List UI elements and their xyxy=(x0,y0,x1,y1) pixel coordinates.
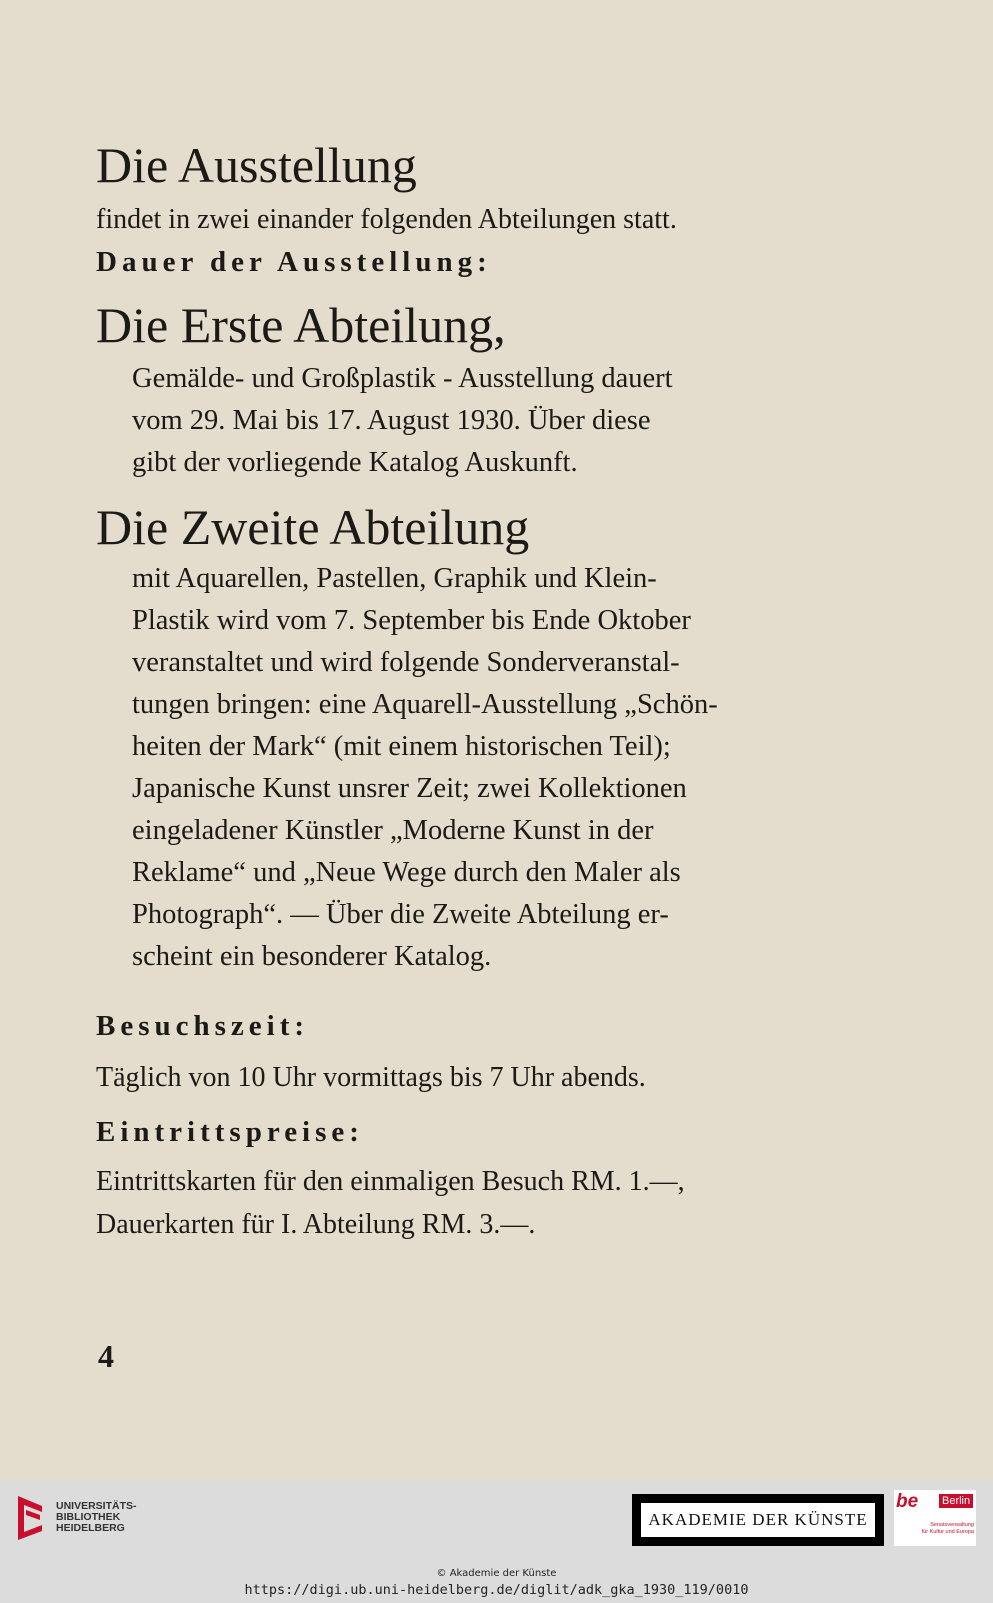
section1-body xyxy=(132,358,850,484)
senat-text xyxy=(912,1522,974,1536)
section1-line: Gemälde- und Großplastik - Ausstellung dauert xyxy=(132,363,673,394)
berlin-be-mark: be xyxy=(896,1491,919,1512)
ub-logo-icon xyxy=(12,1492,48,1542)
section2-line: Reklame“ und „Neue Wege durch den Maler als xyxy=(132,857,681,888)
section2-line: Plastik wird vom 7. September bis Ende Oktober xyxy=(132,605,691,636)
section2-line: veranstaltet und wird folgende Sonderveranstal- xyxy=(132,647,680,678)
section2-line: mit Aquarellen, Pastellen, Graphik und Klein- xyxy=(132,563,657,594)
page-number: 4 xyxy=(98,1338,114,1374)
section2-line: Photograph“. — Über die Zweite Abteilung er- xyxy=(132,899,669,930)
section2-line: Japanische Kunst unsrer Zeit; zwei Kollektionen xyxy=(132,773,687,804)
hours-text: Täglich von 10 Uhr vormittags bis 7 Uhr abends. xyxy=(96,1062,646,1093)
section2-line: tungen bringen: eine Aquarell-Ausstellung „Schön- xyxy=(132,689,718,720)
section2-line: eingeladener Künstler „Moderne Kunst in der xyxy=(132,815,654,846)
prices-line: Eintrittskarten für den einmaligen Besuch RM. 1.—, xyxy=(96,1166,685,1197)
section1-line: vom 29. Mai bis 17. August 1930. Über diese xyxy=(132,405,651,436)
source-url[interactable]: https://digi.ub.uni-heidelberg.de/diglit/adk_gka_1930_119/0010 xyxy=(244,1582,749,1598)
duration-label: Dauer der Ausstellung: xyxy=(96,246,492,278)
section2-line: scheint ein besonderer Katalog. xyxy=(132,941,492,972)
footer-bar xyxy=(0,1480,993,1603)
section2-body xyxy=(132,558,850,978)
section1-line: gibt der vorliegende Katalog Auskunft. xyxy=(132,447,578,478)
adk-label: AKADEMIE DER KÜNSTE xyxy=(641,1503,875,1537)
prices-label: Eintrittspreise: xyxy=(96,1116,364,1148)
section2-title: Die Zweite Abteilung xyxy=(96,499,530,555)
ub-heidelberg-logo[interactable] xyxy=(12,1492,137,1542)
intro-text: findet in zwei einander folgenden Abteilungen statt. xyxy=(96,204,677,235)
ub-line: HEIDELBERG xyxy=(56,1521,125,1534)
hours-label: Besuchszeit: xyxy=(96,1010,310,1042)
berlin-label: Berlin xyxy=(939,1494,973,1508)
ub-line: BIBLIOTHEK xyxy=(56,1510,121,1523)
page-title: Die Ausstellung xyxy=(96,137,417,193)
ub-text xyxy=(56,1501,137,1534)
prices-body xyxy=(96,1160,685,1246)
prices-line: Dauerkarten für I. Abteilung RM. 3.—. xyxy=(96,1209,536,1240)
section2-line: heiten der Mark“ (mit einem historischen Teil); xyxy=(132,731,671,762)
senat-line: Senatsverwaltung xyxy=(930,1522,974,1528)
ub-line: UNIVERSITÄTS- xyxy=(56,1499,137,1512)
berlin-senat-logo[interactable] xyxy=(894,1490,976,1546)
senat-line: für Kultur und Europa xyxy=(921,1529,974,1535)
section1-title: Die Erste Abteilung, xyxy=(96,297,506,353)
adk-logo[interactable] xyxy=(632,1494,884,1546)
copyright-notice: © Akademie der Künste xyxy=(436,1568,557,1579)
